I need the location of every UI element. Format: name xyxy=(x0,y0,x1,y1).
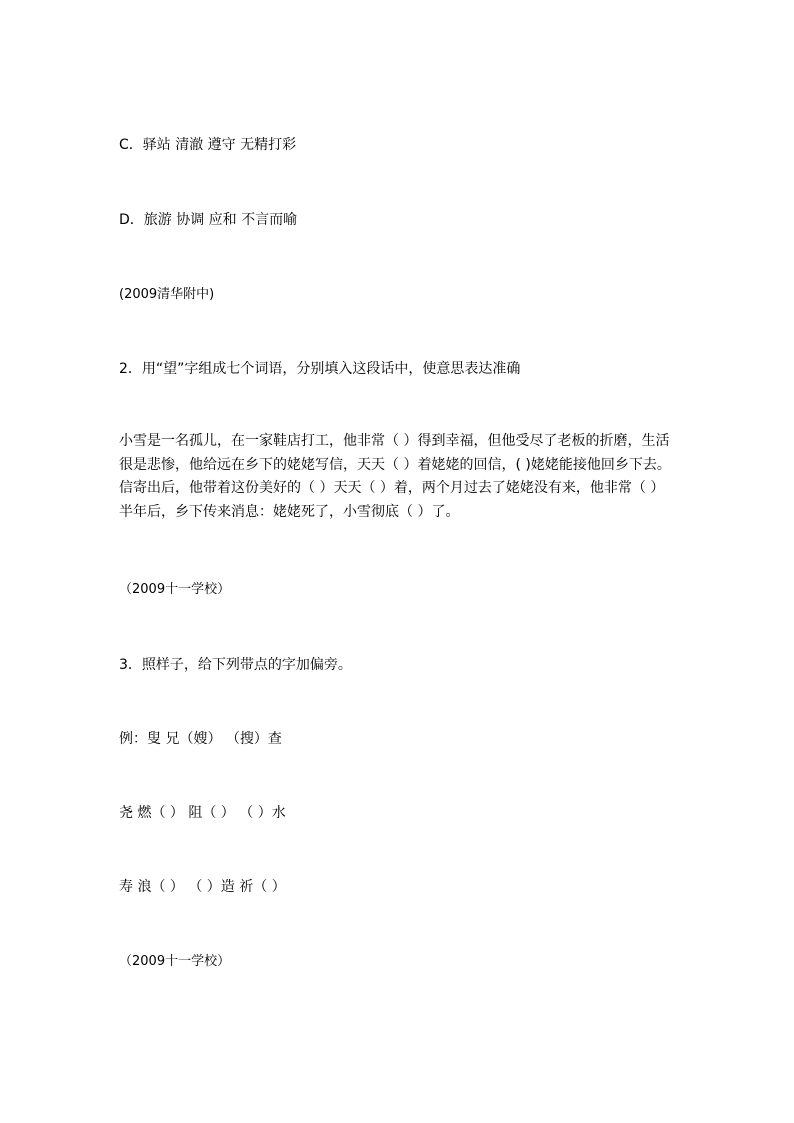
source-label-1: (2009清华附中) xyxy=(119,287,215,302)
passage-line: 小雪是一名孤儿，在一家鞋店打工，他非常（ ）得到幸福，但他受尽了老板的折磨，生活 xyxy=(119,433,670,449)
option-c: C．驿站 清澈 遵守 无精打彩 xyxy=(119,137,297,153)
source-label-3: （2009十一学校） xyxy=(119,954,231,969)
question-3-prompt: 3．照样子，给下列带点的字加偏旁。 xyxy=(119,657,352,673)
question-3-row-1: 尧 燃（ ） 阻（ ） （ ）水 xyxy=(119,805,286,821)
question-2-prompt: 2．用“望”字组成七个词语，分别填入这段话中，使意思表达准确 xyxy=(119,361,521,377)
passage-line: 很是悲惨，他给远在乡下的姥姥写信，天天（ ）着姥姥的回信，( )姥姥能接他回乡下去。 xyxy=(119,456,671,473)
question-3-example: 例：叟 兄（嫂） （搜）查 xyxy=(119,731,282,747)
passage-line: 信寄出后，他带着这份美好的（ ）天天（ ）着，两个月过去了姥姥没有来，他非常（ ） xyxy=(119,480,665,496)
option-d: D．旅游 协调 应和 不言而喻 xyxy=(119,212,298,228)
passage-line: 半年后，乡下传来消息：姥姥死了，小雪彻底（ ）了。 xyxy=(119,503,460,520)
question-3-row-2: 寿 浪（ ） （ ）造 祈（ ） xyxy=(119,879,286,895)
source-label-2: （2009十一学校） xyxy=(119,582,231,597)
question-2-passage xyxy=(119,430,679,524)
